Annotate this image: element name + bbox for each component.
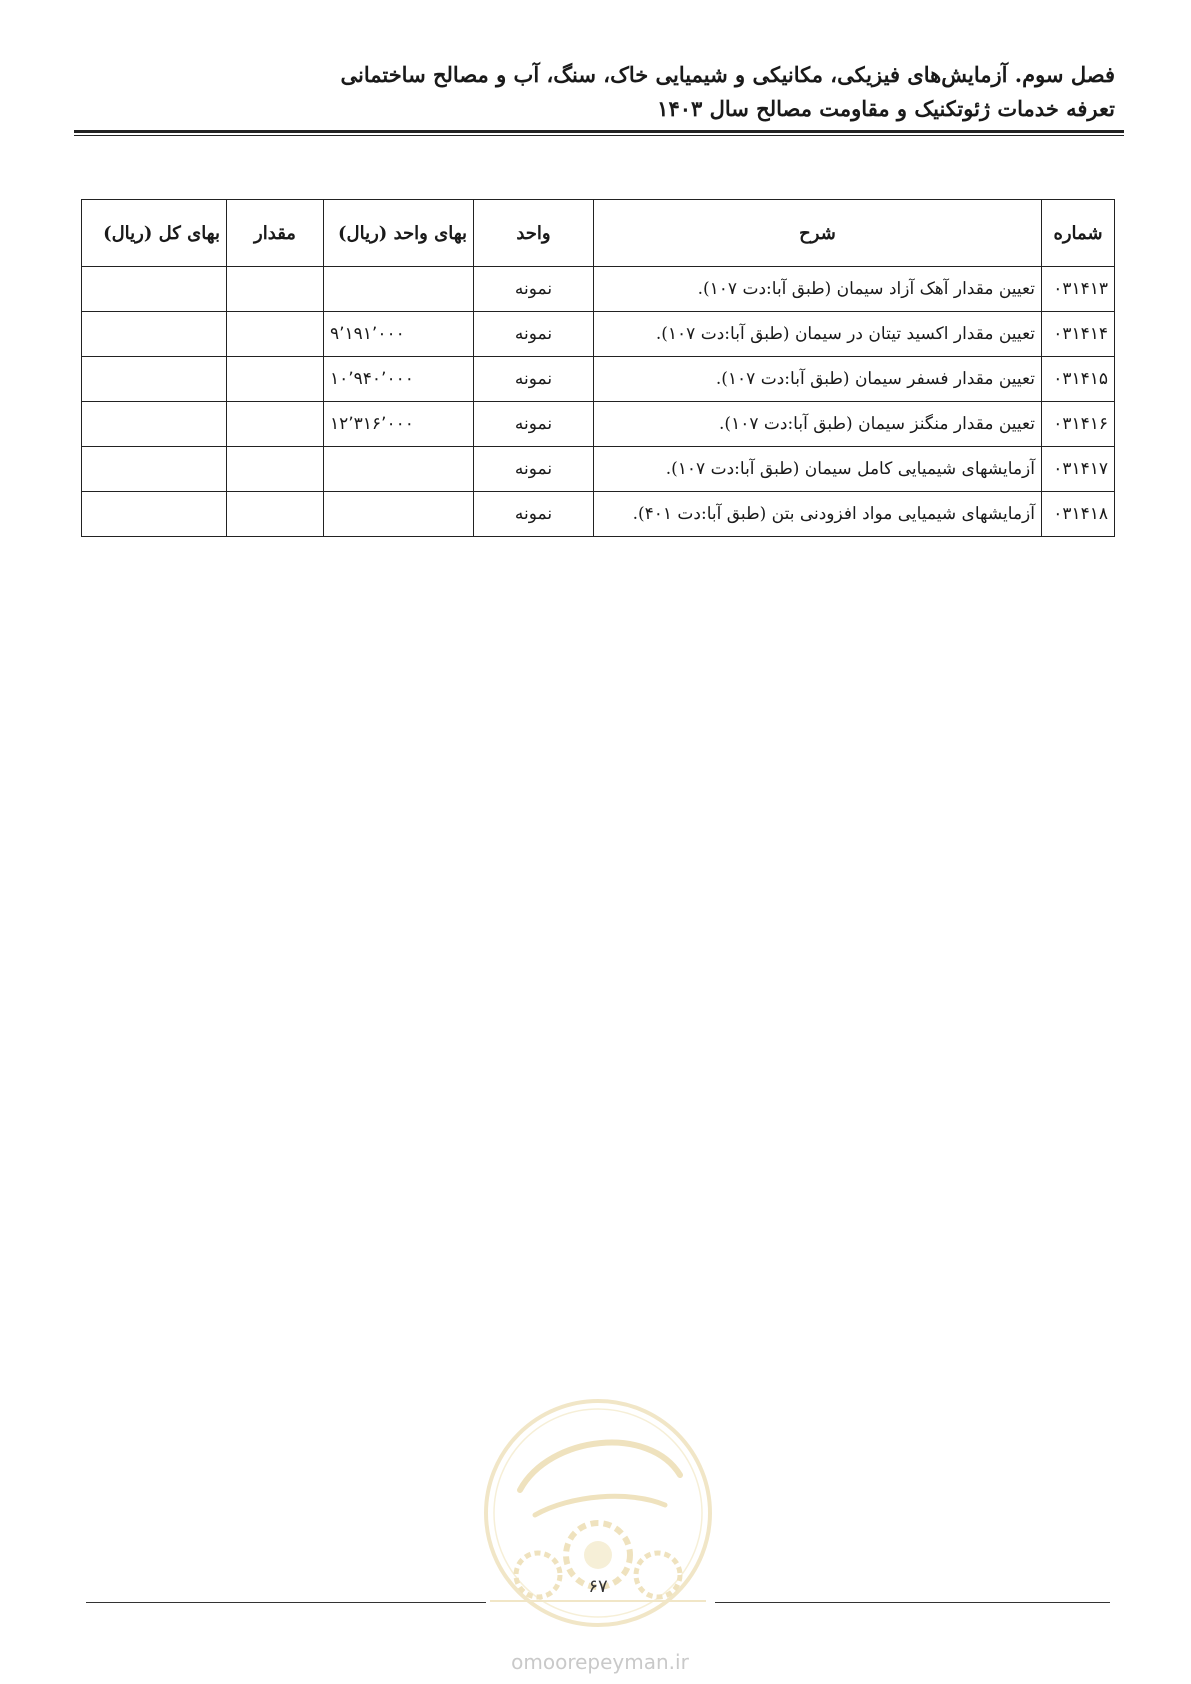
footer-rule-right [715,1602,1110,1603]
row-unit: نمونه [474,357,594,402]
row-quantity [227,357,324,402]
row-total [82,447,227,492]
row-code: ۰۳۱۴۱۷ [1042,447,1115,492]
row-unit-price: ۱۲٬۳۱۶٬۰۰۰ [324,402,474,447]
row-description: آزمایشهای شیمیایی کامل سیمان (طبق آبا:دت ۱۰۷). [594,447,1042,492]
row-description: تعیین مقدار فسفر سیمان (طبق آبا:دت ۱۰۷). [594,357,1042,402]
row-unit-price: ۹٬۱۹۱٬۰۰۰ [324,312,474,357]
table-row [82,402,1115,447]
header-quantity: مقدار [227,200,324,267]
row-unit-price: ۱۰٬۹۴۰٬۰۰۰ [324,357,474,402]
row-unit-price [324,492,474,537]
tariff-table [81,199,1115,537]
row-unit: نمونه [474,267,594,312]
row-unit: نمونه [474,312,594,357]
row-description: تعیین مقدار اکسید تیتان در سیمان (طبق آبا:دت ۱۰۷). [594,312,1042,357]
table-row [82,357,1115,402]
row-code: ۰۳۱۴۱۵ [1042,357,1115,402]
document-title: تعرفه خدمات ژئوتکنیک و مقاومت مصالح سال ۱۴۰۳ [657,96,1115,121]
row-unit: نمونه [474,492,594,537]
header-description: شرح [594,200,1042,267]
row-code: ۰۳۱۴۱۶ [1042,402,1115,447]
header-rule-thick [74,130,1124,133]
row-total [82,492,227,537]
header-unit: واحد [474,200,594,267]
row-quantity [227,312,324,357]
website-watermark: omoorepeyman.ir [511,1650,689,1674]
header-rule-thin [74,135,1124,136]
header-code: شماره [1042,200,1115,267]
row-unit-price [324,267,474,312]
table-row [82,492,1115,537]
chapter-title: فصل سوم. آزمایش‌های فیزیکی، مکانیکی و شیمیایی خاک، سنگ، آب و مصالح ساختمانی [340,62,1115,87]
page-number: ۶۷ [588,1576,608,1597]
table-row [82,267,1115,312]
row-unit-price [324,447,474,492]
row-total [82,357,227,402]
page-header [75,58,1115,126]
header-total-price: بهای کل (ریال) [82,200,227,267]
row-unit: نمونه [474,402,594,447]
table-row [82,312,1115,357]
row-quantity [227,447,324,492]
row-code: ۰۳۱۴۱۸ [1042,492,1115,537]
header-unit-price: بهای واحد (ریال) [324,200,474,267]
row-unit: نمونه [474,447,594,492]
row-total [82,267,227,312]
row-description: آزمایشهای شیمیایی مواد افزودنی بتن (طبق آبا:دت ۴۰۱). [594,492,1042,537]
row-quantity [227,402,324,447]
row-total [82,402,227,447]
row-total [82,312,227,357]
row-quantity [227,492,324,537]
row-description: تعیین مقدار آهک آزاد سیمان (طبق آبا:دت ۱۰۷). [594,267,1042,312]
table-header-row [82,200,1115,267]
row-description: تعیین مقدار منگنز سیمان (طبق آبا:دت ۱۰۷). [594,402,1042,447]
row-code: ۰۳۱۴۱۳ [1042,267,1115,312]
footer-rule-left [86,1602,486,1603]
row-code: ۰۳۱۴۱۴ [1042,312,1115,357]
table-row [82,447,1115,492]
row-quantity [227,267,324,312]
